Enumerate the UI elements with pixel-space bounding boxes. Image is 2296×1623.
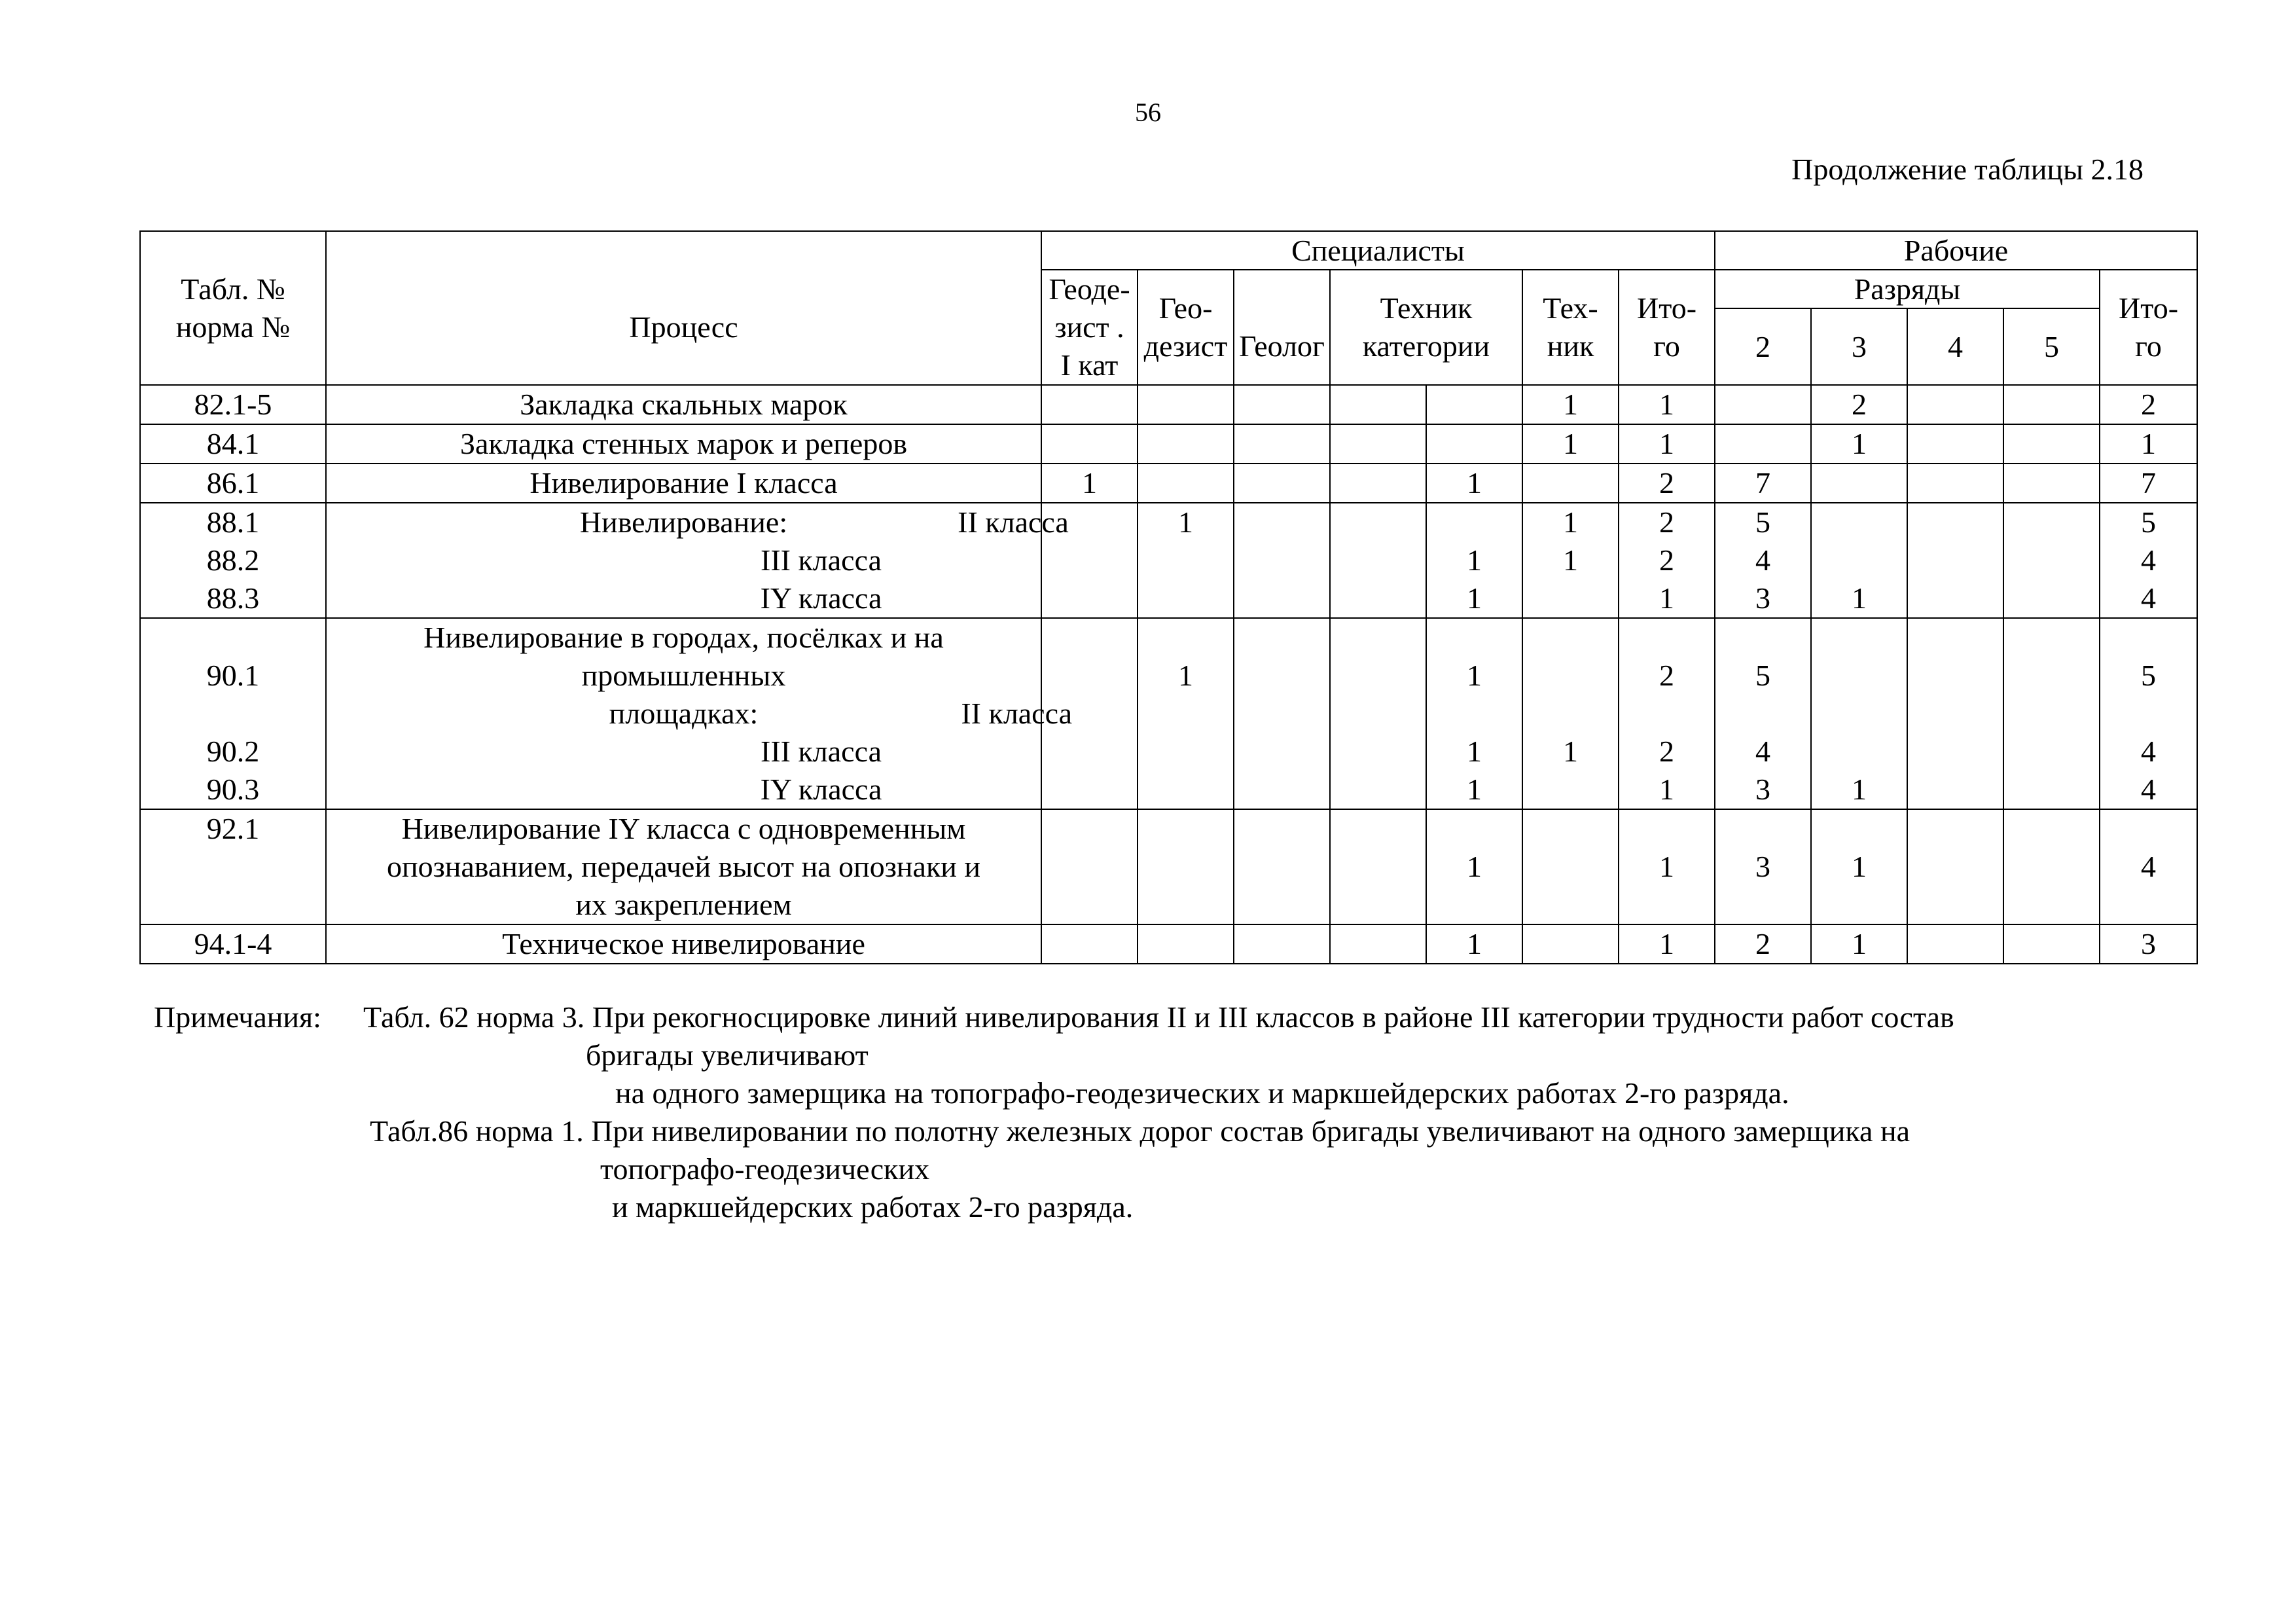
value-cell-g2 [1715, 424, 1811, 464]
value-cell-g2: 5 4 3 [1715, 503, 1811, 618]
table-row [140, 618, 2197, 809]
crew-norms-table [139, 230, 2198, 964]
value-cell-geod-i [1041, 924, 1138, 964]
value-cell-g2 [1715, 385, 1811, 424]
value-cell-total: 1 [1619, 809, 1715, 924]
note-line: Табл.86 норма 1. При нивелировании по полотну железных дорог состав бригады увеличивают на одного замерщика на [370, 1114, 1910, 1148]
value-cell-tc2: 1 [1426, 809, 1522, 924]
value-cell-g5 [2003, 385, 2100, 424]
value-cell-g3: 2 [1811, 385, 1907, 424]
norm-cell: 94.1-4 [140, 924, 326, 964]
header-workers-total: Ито- го [2100, 270, 2197, 385]
value-cell-g2: 7 [1715, 464, 1811, 503]
header-grade-2: 2 [1715, 308, 1811, 385]
value-cell-geol [1234, 924, 1330, 964]
value-cell-total: 2 2 1 [1619, 503, 1715, 618]
value-cell-g3 [1811, 464, 1907, 503]
page-number: 56 [1135, 98, 1161, 127]
norm-cell: 82.1-5 [140, 385, 326, 424]
value-cell-geod-i: 1 [1041, 464, 1138, 503]
header-geologist: Геолог [1234, 270, 1330, 385]
notes-label: Примечания: [154, 1000, 321, 1034]
value-cell-tech: 1 [1522, 618, 1619, 809]
value-cell-geol [1234, 385, 1330, 424]
value-cell-wtotal: 3 [2100, 924, 2197, 964]
header-grades: Разряды [1715, 270, 2100, 308]
notes [154, 998, 2183, 1226]
note-line: бригады увеличивают [586, 1038, 869, 1072]
value-cell-tc2: 1 [1426, 924, 1522, 964]
value-cell-geod-i [1041, 809, 1138, 924]
table-row [140, 464, 2197, 503]
value-cell-g4 [1907, 809, 2003, 924]
header-process: Процесс [326, 231, 1041, 385]
value-cell-total: 1 [1619, 924, 1715, 964]
value-cell-total: 2 2 1 [1619, 618, 1715, 809]
value-cell-tech [1522, 809, 1619, 924]
value-cell-tc1 [1330, 424, 1426, 464]
value-cell-g4 [1907, 503, 2003, 618]
header-grade-3: 3 [1811, 308, 1907, 385]
value-cell-wtotal: 4 [2100, 809, 2197, 924]
value-cell-tc2: 1 [1426, 464, 1522, 503]
header-norm: Табл. № норма № [140, 231, 326, 385]
table-continuation-label: Продолжение таблицы 2.18 [1791, 153, 2144, 186]
value-cell-tc1 [1330, 503, 1426, 618]
value-cell-g2: 2 [1715, 924, 1811, 964]
value-cell-tech: 1 [1522, 385, 1619, 424]
process-cell: Нивелирование I класса [326, 464, 1041, 503]
process-cell: Нивелирование IY класса с одновременным опознаванием, передачей высот на опознаки и их закреплением [326, 809, 1041, 924]
header-grade-4: 4 [1907, 308, 2003, 385]
value-cell-total: 1 [1619, 385, 1715, 424]
value-cell-g5 [2003, 809, 2100, 924]
value-cell-tech: 1 [1522, 424, 1619, 464]
value-cell-total: 2 [1619, 464, 1715, 503]
value-cell-geod [1138, 809, 1234, 924]
header-technician: Тех- ник [1522, 270, 1619, 385]
value-cell-g5 [2003, 618, 2100, 809]
value-cell-tc2: 1 1 [1426, 503, 1522, 618]
value-cell-g3: 1 [1811, 809, 1907, 924]
value-cell-g3: 1 [1811, 924, 1907, 964]
header-geodesist-i: Геоде- зист . I кат [1041, 270, 1138, 385]
header-technician-category: Техник категории [1330, 270, 1522, 385]
value-cell-g4 [1907, 924, 2003, 964]
note-line: топографо-геодезических [600, 1152, 930, 1186]
norm-cell: 84.1 [140, 424, 326, 464]
norm-cell: 86.1 [140, 464, 326, 503]
value-cell-tc2 [1426, 424, 1522, 464]
value-cell-geol [1234, 503, 1330, 618]
header-geodesist: Гео- дезист [1138, 270, 1234, 385]
table-row [140, 924, 2197, 964]
header-specialists-total: Ито- го [1619, 270, 1715, 385]
value-cell-g4 [1907, 464, 2003, 503]
value-cell-wtotal: 7 [2100, 464, 2197, 503]
value-cell-g2: 3 [1715, 809, 1811, 924]
value-cell-total: 1 [1619, 424, 1715, 464]
value-cell-geod [1138, 464, 1234, 503]
value-cell-tech [1522, 924, 1619, 964]
value-cell-g5 [2003, 424, 2100, 464]
table-row [140, 424, 2197, 464]
value-cell-geod [1138, 424, 1234, 464]
value-cell-tc1 [1330, 618, 1426, 809]
value-cell-geol [1234, 618, 1330, 809]
value-cell-geol [1234, 809, 1330, 924]
value-cell-tech: 1 1 [1522, 503, 1619, 618]
value-cell-tc1 [1330, 464, 1426, 503]
value-cell-geod [1138, 385, 1234, 424]
value-cell-geol [1234, 424, 1330, 464]
process-cell: Закладка скальных марок [326, 385, 1041, 424]
process-cell: Нивелирование в городах, посёлках и на промышленных площадках: II класса III класса IY класса [326, 618, 1041, 809]
value-cell-geol [1234, 464, 1330, 503]
header-workers: Рабочие [1715, 231, 2197, 270]
value-cell-g3: 1 [1811, 618, 1907, 809]
value-cell-wtotal: 5 4 4 [2100, 503, 2197, 618]
value-cell-geod-i [1041, 385, 1138, 424]
value-cell-tc2 [1426, 385, 1522, 424]
value-cell-tech [1522, 464, 1619, 503]
header-specialists: Специалисты [1041, 231, 1715, 270]
value-cell-g3: 1 [1811, 424, 1907, 464]
value-cell-g4 [1907, 424, 2003, 464]
value-cell-tc1 [1330, 809, 1426, 924]
table-row [140, 503, 2197, 618]
value-cell-wtotal: 5 4 4 [2100, 618, 2197, 809]
value-cell-g3: 1 [1811, 503, 1907, 618]
norm-cell: 92.1 [140, 809, 326, 924]
value-cell-wtotal: 1 [2100, 424, 2197, 464]
norm-cell: 90.1 90.2 90.3 [140, 618, 326, 809]
value-cell-g5 [2003, 503, 2100, 618]
value-cell-wtotal: 2 [2100, 385, 2197, 424]
value-cell-g5 [2003, 924, 2100, 964]
note-line: Табл. 62 норма 3. При рекогносцировке линий нивелирования II и III классов в районе III категории трудности работ состав [363, 1000, 1954, 1034]
value-cell-geod: 1 [1138, 618, 1234, 809]
note-line: на одного замерщика на топографо-геодезических и маркшейдерских работах 2-го разряда. [615, 1076, 1789, 1110]
table-row [140, 809, 2197, 924]
value-cell-geod-i [1041, 424, 1138, 464]
value-cell-g4 [1907, 385, 2003, 424]
table-row [140, 385, 2197, 424]
note-line: и маркшейдерских работах 2-го разряда. [612, 1190, 1134, 1224]
value-cell-g2: 5 4 3 [1715, 618, 1811, 809]
norm-cell: 88.1 88.2 88.3 [140, 503, 326, 618]
value-cell-geod [1138, 924, 1234, 964]
value-cell-g5 [2003, 464, 2100, 503]
value-cell-tc1 [1330, 385, 1426, 424]
value-cell-tc2: 1 1 1 [1426, 618, 1522, 809]
value-cell-g4 [1907, 618, 2003, 809]
value-cell-tc1 [1330, 924, 1426, 964]
header-grade-5: 5 [2003, 308, 2100, 385]
process-cell: Закладка стенных марок и реперов [326, 424, 1041, 464]
process-cell: Техническое нивелирование [326, 924, 1041, 964]
process-cell: Нивелирование: II класса III класса IY класса [326, 503, 1041, 618]
value-cell-geod: 1 [1138, 503, 1234, 618]
